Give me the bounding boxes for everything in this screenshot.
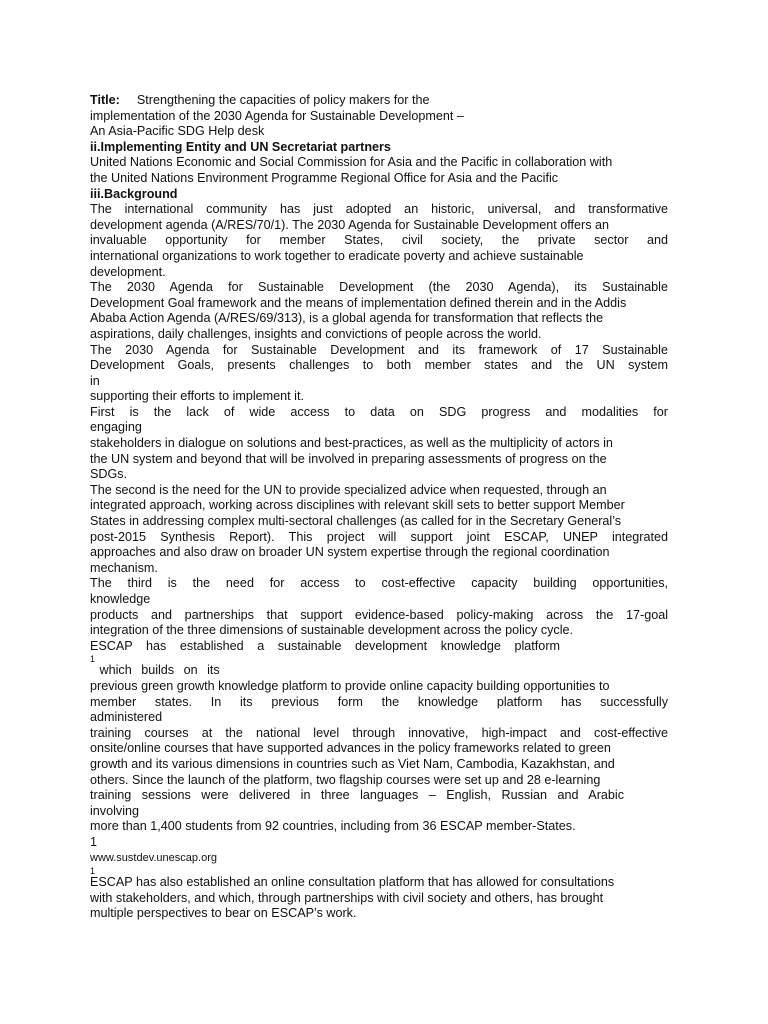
paragraph-line: products and partnerships that support evidence-based policy-making across the 17-goal <box>90 607 668 622</box>
paragraph-line: ESCAP has established a sustainable development knowledge platform <box>90 638 560 653</box>
paragraph-line: The 2030 Agenda for Sustainable Development and its framework of 17 Sustainable <box>90 342 668 357</box>
paragraph-line: stakeholders in dialogue on solutions and best-practices, as well as the multiplicity of actors in <box>90 436 613 451</box>
footnote-url: www.sustdev.unescap.org <box>90 851 217 864</box>
paragraph-line: others. Since the launch of the platform, two flagship courses were set up and 28 e-learning <box>90 772 601 787</box>
section-iii-heading: iii.Background <box>90 186 178 201</box>
paragraph-line: member states. In its previous form the knowledge platform has successfully <box>90 694 668 709</box>
paragraph-line: administered <box>90 710 163 725</box>
footnote-ref: 1 <box>90 654 96 664</box>
paragraph-line: Development Goal framework and the means of implementation defined therein and in the Addis <box>90 295 627 310</box>
paragraph-line: training courses at the national level through innovative, high-impact and cost-effective <box>90 725 668 740</box>
paragraph-line: invaluable opportunity for member States, civil society, the private sector and <box>90 233 668 248</box>
paragraph-line: Development Goals, presents challenges to both member states and the UN system <box>90 358 668 373</box>
paragraph-line: previous green growth knowledge platform to provide online capacity building opportunities to <box>90 678 610 693</box>
paragraph-line: States in addressing complex multi-sectoral challenges (as called for in the Secretary General’s <box>90 514 622 529</box>
paragraph-line: development. <box>90 264 166 279</box>
footnote-number: 1 <box>90 834 98 849</box>
title-block-line1: Title: Strengthening the capacities of policy makers for the <box>90 93 430 107</box>
paragraph-line: growth and its various dimensions in countries such as Viet Nam, Cambodia, Kazakhstan, and <box>90 756 615 771</box>
paragraph-line: SDGs. <box>90 467 128 482</box>
footnote-ref: 1 <box>90 866 96 876</box>
section-ii-line: the United Nations Environment Programme Regional Office for Asia and the Pacific <box>90 170 559 185</box>
paragraph-line: The second is the need for the UN to provide specialized advice when requested, through an <box>90 482 607 497</box>
section-ii-line: United Nations Economic and Social Commission for Asia and the Pacific in collaboration with <box>90 155 613 170</box>
paragraph-line: integrated approach, working across disciplines with relevant skill sets to better support Member <box>90 498 625 513</box>
paragraph-line: training sessions were delivered in three languages – English, Russian and Arabic <box>90 788 624 803</box>
paragraph-line: First is the lack of wide access to data on SDG progress and modalities for <box>90 404 668 419</box>
title-text-line2: implementation of the 2030 Agenda for Sustainable Development – <box>90 108 464 123</box>
paragraph-line: multiple perspectives to bear on ESCAP’s work. <box>90 906 357 921</box>
paragraph-line: development agenda (A/RES/70/1). The 2030 Agenda for Sustainable Development offers an <box>90 217 610 232</box>
section-ii-heading: ii.Implementing Entity and UN Secretariat partners <box>90 139 391 154</box>
paragraph-line: supporting their efforts to implement it. <box>90 389 304 404</box>
paragraph-line: engaging <box>90 420 142 435</box>
paragraph-line: post-2015 Synthesis Report). This project will support joint ESCAP, UNEP integrated <box>90 529 668 544</box>
paragraph-line: The international community has just adopted an historic, universal, and transformative <box>90 202 668 217</box>
paragraph-line: in <box>90 373 100 388</box>
paragraph-line: international organizations to work together to eradicate poverty and achieve sustainable <box>90 248 584 263</box>
paragraph-line: mechanism. <box>90 560 158 575</box>
paragraph-line: approaches and also draw on broader UN system expertise through the regional coordination <box>90 545 610 560</box>
title-text-line3: An Asia-Pacific SDG Help desk <box>90 124 265 139</box>
paragraph-line: the UN system and beyond that will be involved in preparing assessments of progress on the <box>90 451 607 466</box>
paragraph-line: more than 1,400 students from 92 countries, including from 36 ESCAP member-States. <box>90 819 576 834</box>
paragraph-line: with stakeholders, and which, through partnerships with civil society and others, has brought <box>90 890 604 905</box>
paragraph-line: aspirations, daily challenges, insights and convictions of people across the world. <box>90 326 542 341</box>
title-label: Title <box>90 93 116 107</box>
paragraph-line: Ababa Action Agenda (A/RES/69/313), is a global agenda for transformation that reflects the <box>90 311 604 326</box>
paragraph-line: knowledge <box>90 592 151 606</box>
paragraph-line: onsite/online courses that have supported advances in the policy frameworks related to green <box>90 741 611 756</box>
paragraph-line: The 2030 Agenda for Sustainable Development (the 2030 Agenda), its Sustainable <box>90 280 668 295</box>
paragraph-line: ESCAP has also established an online consultation platform that has allowed for consultations <box>90 875 615 890</box>
paragraph-line: involving <box>90 803 140 818</box>
paragraph-line: The third is the need for access to cost-effective capacity building opportunities, <box>90 576 668 591</box>
title-text-line1: Strengthening the capacities of policy makers for the <box>136 93 430 107</box>
paragraph-line: which builds on its <box>90 663 220 678</box>
paragraph-line: integration of the three dimensions of sustainable development across the policy cycle. <box>90 623 574 638</box>
